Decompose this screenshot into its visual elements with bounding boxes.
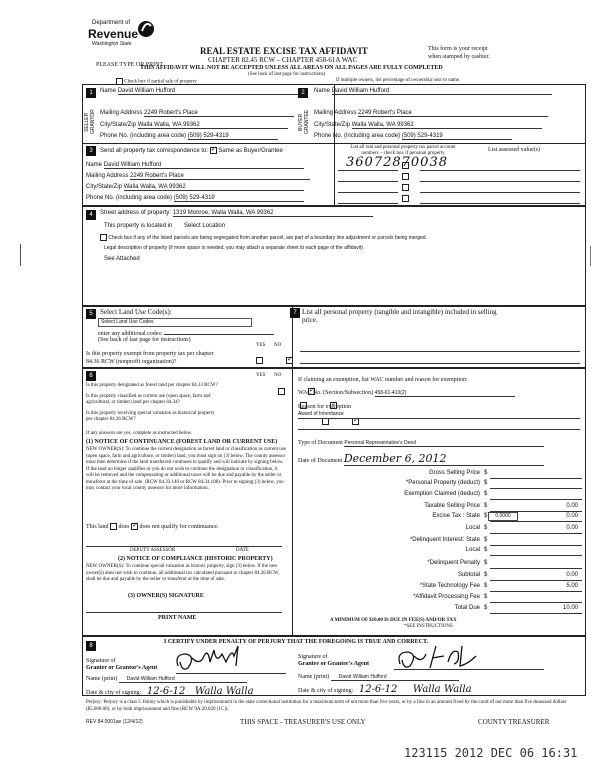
fee-dollar-sign: $	[484, 513, 488, 519]
fee-value[interactable]: 10.00	[562, 605, 578, 611]
notice2-text: NEW OWNER(S): To continue special valuation as historic property, sign (3) below. If the new owner(s) does not wish to continue, all additional tax calculated pursuant to chapter 84.26 RCW, shall be due and payable by the seller or transferor at the time of sale.	[86, 564, 280, 582]
buyer-mailing-row	[314, 110, 582, 117]
forest-yes: YES	[256, 373, 266, 378]
parcel-checkbox-4[interactable]	[402, 195, 409, 202]
buyer-mailing[interactable]: 2249 Robert's Place	[358, 110, 548, 117]
grantee-sig-label-2: Grantee or Grantee's Agent	[298, 661, 370, 667]
recording-stamp: 123115 2012 DEC 06 16:31	[404, 746, 578, 760]
fee-underline	[490, 580, 582, 581]
parcel-checkbox-3[interactable]	[402, 184, 409, 191]
grantee-date[interactable]: 12-6-12	[358, 684, 398, 695]
deputy-date: DATE	[236, 548, 249, 553]
seller-mailing-row	[100, 110, 328, 117]
forest-q1: Is this property designated as forest land per chapter 84.33 RCW?	[86, 383, 218, 388]
notice1-text: NEW OWNER(S): To continue the current designation as forest land or classification as current use (open space, farm and agriculture, or timber) land, you must sign on (3) below. The county assessor must then determine if the land transferred continues to qualify and will indicate by signing below. If the land no longer qualifies or you do not wish to continue the designation or classification, it will be removed and the compensating or additional taxes will be due and payable by the seller or transferor at the time of sale. (RCW 84.33.140 or RCW 84.34.108). Prior to signing (3) below, you may contact your local county assessor for more information.	[86, 447, 286, 491]
seller-phone-label: Phone No. (including area code)	[100, 133, 187, 139]
rev-number: REV 84 0001ae (12/4/12)	[86, 719, 143, 725]
parcel-checkbox-2[interactable]	[402, 173, 409, 180]
landuse-see-back: (See back of last page for instructions)	[98, 337, 191, 343]
grantor-date-row	[86, 686, 254, 697]
buyer-name-row	[314, 88, 582, 95]
seller-phone[interactable]: (509) 529-4319	[188, 133, 278, 140]
warning: THIS AFFIDAVIT WILL NOT BE ACCEPTED UNLESS ALL AREAS ON ALL PAGES ARE FULLY COMPLETED	[140, 65, 443, 71]
fee-row	[298, 605, 582, 615]
fee-underline	[490, 521, 582, 522]
grantor-date[interactable]: 12-6-12	[146, 686, 186, 697]
corr-phone-row	[86, 195, 330, 202]
wac-number[interactable]: 458-61-410(2)	[375, 390, 515, 397]
section-6-number: 6	[86, 371, 96, 381]
binding-mark-left	[20, 244, 21, 266]
section-7-number: 7	[290, 308, 300, 318]
fee-row	[298, 537, 582, 547]
fee-underline	[490, 488, 582, 489]
segregated-label: Check box if any of the listed parcels are being segregated from another parcel, are part of a boundary line adjustment or parcels being merged.	[108, 234, 427, 241]
fee-underline	[490, 568, 582, 569]
corr-mailing[interactable]: 2249 Robert's Place	[130, 173, 310, 180]
grantee-name-row	[298, 674, 459, 681]
seller-name-label: Name	[100, 88, 117, 94]
buyer-phone[interactable]: (509) 529-4319	[402, 133, 512, 140]
state-rate[interactable]: 0.0000	[488, 512, 518, 521]
located-row	[104, 223, 225, 229]
fee-label: Excise Tax : State	[432, 513, 480, 519]
notice1-title: (1) NOTICE OF CONTINUANCE (FOREST LAND OR CURRENT USE)	[86, 439, 278, 445]
fee-dollar-sign: $	[484, 503, 488, 509]
fee-row	[298, 491, 582, 501]
notice2-title: (2) NOTICE OF COMPLIANCE (HISTORIC PROPERTY)	[118, 556, 273, 562]
receipt-note-1: This form is your receipt	[428, 46, 488, 52]
seller-city-row	[100, 122, 328, 129]
land-does-label: does	[118, 523, 130, 530]
fee-label: Taxable Selling Price	[424, 503, 480, 509]
grantor-name-row	[86, 676, 247, 683]
corr-name-row	[86, 162, 330, 169]
see-instructions: *SEE INSTRUCTIONS	[404, 624, 453, 629]
corr-name[interactable]: David William Hufford	[104, 162, 304, 169]
receipt-note-2: when stamped by cashier.	[428, 54, 490, 60]
dept-line3: Washington State	[92, 41, 132, 47]
please-type: PLEASE TYPE OR PRINT	[96, 62, 164, 68]
land-does-not-label: does not qualify for continuance.	[139, 523, 219, 530]
corr-mailing-row	[86, 173, 330, 180]
fee-underline	[490, 602, 582, 603]
form-subtitle: CHAPTER 82.45 RCW – CHAPTER 458-61A WAC	[208, 56, 358, 64]
assessed-header: List assessed value(s)	[488, 147, 540, 153]
correspondence-row	[100, 147, 283, 154]
fee-row	[298, 594, 582, 604]
section-8-number: 8	[86, 641, 96, 651]
landuse-yes: YES	[256, 343, 266, 348]
fee-row	[298, 480, 582, 490]
dept-line2: Revenue	[88, 27, 139, 41]
fee-dollar-sign: $	[484, 537, 488, 543]
forest-if-yes: If any answers are yes, complete as instructed below.	[86, 431, 193, 436]
section-5-number: 5	[86, 309, 96, 319]
seller-side-label: SELLER GRANTOR	[84, 109, 96, 135]
forest-q1-yes[interactable]	[278, 388, 285, 395]
partial-sale-label: Check box if partial sale of property	[124, 79, 197, 85]
wac-label: WAC No. (Section/Subsection)	[298, 390, 374, 396]
segregated-row	[100, 234, 582, 241]
fee-label: Gross Selling Price	[428, 470, 480, 476]
fee-dollar-sign: $	[484, 605, 488, 611]
parcel-checkbox-1[interactable]	[402, 162, 409, 169]
buyer-mailing-label: Mailing Address	[314, 110, 357, 116]
fee-underline	[490, 533, 582, 534]
location-select[interactable]: Select Location	[184, 223, 226, 229]
perjury-note: Perjury: Perjury is a class C felony which is punishable by imprisonment in the state correctional institution for a maximum term of not more than five years, or by a fine in an amount fixed by the court of not more than five thousand dollars ($5,000.00), or by both imprisonment and fine (RCW 9A.20.020 (1C)).	[86, 700, 567, 712]
buyer-side-label: BUYER GRANTEE	[298, 109, 310, 135]
grantee-city[interactable]: Walla Walla	[412, 684, 472, 695]
grantor-signature-icon[interactable]	[172, 644, 252, 674]
multiple-owners: If multiple owners, list percentage of ownership next to name.	[336, 78, 461, 83]
county-treasurer: COUNTY TREASURER	[478, 718, 550, 726]
fee-dollar-sign: $	[484, 525, 488, 531]
fee-label: Local	[465, 525, 480, 531]
parcel-header-2: numbers – check box if personal property	[361, 151, 445, 156]
property-box	[82, 206, 586, 306]
grantor-name[interactable]: David William Hufford	[119, 676, 247, 683]
seller-city[interactable]: Walla Walla, WA 99362	[138, 122, 288, 129]
buyer-city-row	[314, 122, 582, 129]
fee-label: *State Technology Fee	[419, 583, 480, 589]
fee-label: Total Due	[454, 605, 480, 611]
certify-text: I CERTIFY UNDER PENALTY OF PERJURY THAT THE FOREGOING IS TRUE AND CORRECT.	[164, 639, 429, 645]
fee-value[interactable]: 5.00	[566, 583, 578, 589]
fee-underline	[490, 591, 582, 592]
grantor-sig-label-1: Signature of	[86, 658, 116, 664]
deputy-assessor: DEPUTY ASSESSOR	[130, 548, 176, 553]
fee-label: *Delinquent Interest: State	[409, 537, 480, 543]
fee-underline	[490, 499, 582, 500]
dept-line1: Department of	[92, 20, 131, 26]
fee-row	[298, 513, 582, 523]
seller-city-label: City/State/Zip	[100, 122, 137, 128]
grantor-sig-label-2: Granter or Grantor's Agent	[86, 665, 158, 671]
landuse-no: NO	[274, 343, 282, 348]
doc-date[interactable]: December 6, 2012	[344, 452, 544, 466]
fee-dollar-sign: $	[484, 480, 488, 486]
landuse-label: Select Land Use Code(s):	[100, 308, 172, 316]
landuse-additional-input[interactable]	[164, 328, 274, 335]
landuse-additional-label: enter any additional codes:	[98, 331, 163, 337]
forest-no: NO	[274, 373, 282, 378]
doc-type-label: Type of Document	[298, 440, 343, 446]
correspondence-label: Send all property tax correspondence to:	[100, 148, 209, 155]
form-title: REAL ESTATE EXCISE TAX AFFIDAVIT	[200, 46, 368, 56]
corr-phone[interactable]: (509) 529-4319	[174, 195, 304, 202]
fee-label: Subtotal	[457, 572, 480, 578]
personal-property-label: List all personal property (tangible and intangible) included in selling price.	[302, 308, 497, 324]
this-land-row	[86, 523, 219, 530]
fee-value[interactable]: 0.00	[566, 513, 578, 519]
fee-dollar-sign: $	[484, 470, 488, 476]
fee-row	[298, 503, 582, 513]
forest-q3b: per chapter 84.26 RCW?	[86, 417, 136, 422]
buyer-name[interactable]: David William Hufford	[332, 88, 552, 95]
parcel-header-1: List all real and personal property tax parcel account	[350, 145, 456, 150]
section-4-number: 4	[86, 210, 96, 220]
grantee-date-row	[298, 684, 472, 695]
fee-label: Local	[465, 547, 480, 553]
exempt-q1: Is this property exempt from property tax per chapter	[86, 351, 214, 357]
buyer-phone-label: Phone No. (including area code)	[314, 133, 401, 139]
fee-dollar-sign: $	[484, 572, 488, 578]
segregated-checkbox[interactable]	[100, 234, 107, 241]
fee-underline	[490, 478, 582, 479]
revenue-logo	[88, 18, 158, 52]
seller-name-row	[100, 88, 331, 95]
exempt-yes-checkbox[interactable]	[256, 357, 263, 364]
legal-label: Legal description of property (if more space is needed, you may attach a separate sheet to each page of the affidavit)	[104, 245, 363, 251]
grantee-date-label: Date & city of signing:	[298, 688, 354, 694]
binding-mark-right	[590, 246, 591, 266]
section-3-number: 3	[86, 146, 96, 156]
same-as-buyer-label: Same as Buyer/Grantee	[218, 148, 283, 155]
section-1-number: 1	[86, 88, 96, 98]
exempt-q2: 84.36 RCW (nonprofit organization)?	[86, 359, 177, 365]
fee-row	[298, 572, 582, 582]
corr-city-row	[86, 184, 330, 191]
street-label: Street address of property:	[100, 210, 172, 216]
section-2-number: 2	[298, 88, 308, 98]
located-label: This property is located in	[104, 223, 173, 229]
land-does-checkbox[interactable]	[110, 523, 117, 530]
corr-city[interactable]: Walla Walla, WA 99362	[124, 184, 304, 191]
revenue-swirl-icon	[136, 18, 156, 40]
legal-description[interactable]: See Attached	[104, 256, 140, 262]
fee-value[interactable]: 0.00	[566, 503, 578, 509]
forest-q3a: Is this property receiving special valuation as historical property	[86, 411, 215, 416]
fee-label: *Affidavit Processing Fee	[413, 594, 480, 600]
fee-row	[298, 470, 582, 480]
buyer-city-label: City/State/Zip	[314, 122, 351, 128]
fee-underline	[490, 555, 582, 556]
seller-phone-row	[100, 133, 328, 140]
wac-row	[298, 390, 515, 397]
fee-label: *Delinquent Penalty	[427, 560, 480, 566]
forest-q2b: agricultural, or timber) land per chapter 84.34?	[86, 400, 180, 405]
parcel-number[interactable]: 36072870038	[346, 155, 448, 170]
fee-value[interactable]: 0.00	[566, 572, 578, 578]
owner-signature-label: (3) OWNER(S) SIGNATURE	[128, 593, 204, 599]
buyer-city[interactable]: Walla Walla, WA 99362	[352, 122, 542, 129]
seller-mailing[interactable]: 2249 Robert's Place	[144, 110, 294, 117]
grantee-name-label: Name (print)	[298, 674, 330, 680]
fee-label: Exemption Claimed (deduct)	[404, 491, 480, 497]
buyer-phone-row	[314, 133, 582, 140]
corr-mailing-label: Mailing Address	[86, 173, 129, 179]
fee-row	[298, 560, 582, 570]
grantee-sig-label-1: Signature of	[298, 654, 328, 660]
personal-property-lines	[300, 340, 580, 364]
land-does-not-checkbox[interactable]	[131, 523, 138, 530]
doc-type[interactable]: Personal Representative's Deed	[344, 440, 544, 447]
fee-row	[298, 583, 582, 593]
doc-type-row	[298, 440, 544, 447]
fee-row	[298, 525, 582, 535]
reason-label: Reason for exemption	[298, 404, 351, 410]
corr-phone-label: Phone No. (including area code)	[86, 195, 173, 201]
treasurer-only: THIS SPACE - TREASURER'S USE ONLY	[240, 718, 366, 726]
fee-row	[298, 547, 582, 557]
fee-dollar-sign: $	[484, 583, 488, 589]
grantee-name[interactable]: David William Hufford	[331, 674, 459, 681]
exemption-label: If claiming an exemption, list WAC number and reason for exemption:	[298, 377, 468, 383]
fee-underline	[490, 545, 582, 546]
seller-name[interactable]: David William Hufford	[118, 88, 298, 95]
grantor-date-label: Date & city of signing:	[86, 690, 142, 696]
grantor-city[interactable]: Walla Walla	[194, 686, 254, 697]
forest-q2a: Is this property classified as current use (open space, farm and	[86, 394, 211, 399]
corr-city-label: City/State/Zip	[86, 184, 123, 190]
same-as-buyer-checkbox[interactable]	[210, 147, 217, 154]
this-land-label: This land	[86, 523, 109, 530]
print-name-label: PRINT NAME	[158, 615, 197, 621]
fee-dollar-sign: $	[484, 547, 488, 553]
street-address[interactable]: 1319 Monroe, Walla Walla, WA 99362	[173, 210, 373, 217]
seller-mailing-label: Mailing Address	[100, 110, 143, 116]
street-row	[100, 210, 373, 217]
fee-dollar-sign: $	[484, 491, 488, 497]
fee-value[interactable]: 0.00	[566, 525, 578, 531]
doc-date-label: Date of Document	[298, 458, 343, 464]
see-back: (See back of last page for instructions)	[248, 72, 326, 77]
fee-underline	[490, 613, 582, 614]
exempt-no-checkbox[interactable]	[286, 357, 293, 364]
reason-value[interactable]: Award of Inheritance	[298, 411, 344, 417]
grantee-signature-icon[interactable]	[396, 642, 486, 672]
fee-dollar-sign: $	[484, 594, 488, 600]
doc-date-row	[298, 452, 544, 466]
landuse-select[interactable]: Select Land Use Codes	[98, 318, 252, 327]
buyer-name-label: Name	[314, 88, 331, 94]
corr-name-label: Name	[86, 162, 103, 168]
minimum-due: A MINIMUM OF $10.00 IS DUE IN FEE(S) AND/OR TAX	[330, 618, 457, 623]
grantor-name-label: Name (print)	[86, 676, 118, 682]
fee-dollar-sign: $	[484, 560, 488, 566]
fee-label: *Personal Property (deduct)	[405, 480, 480, 486]
landuse-additional-row	[98, 328, 274, 337]
